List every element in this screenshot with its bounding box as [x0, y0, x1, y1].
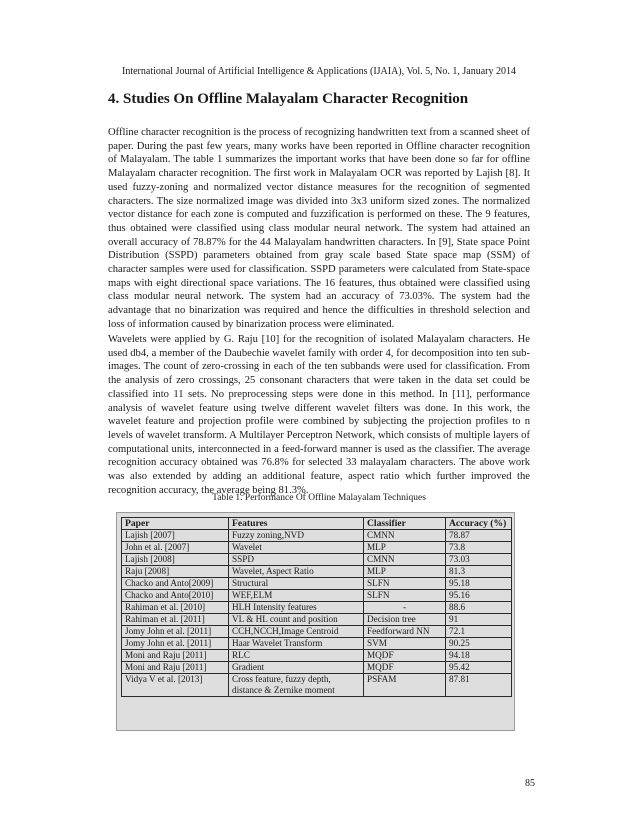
- cell-classifier: MQDF: [364, 662, 446, 674]
- cell-accuracy: 88.6: [446, 602, 512, 614]
- table-container: [116, 512, 515, 731]
- cell-features: RLC: [229, 650, 364, 662]
- table-row: [122, 542, 512, 554]
- section-heading: 4. Studies On Offline Malayalam Character Recognition: [108, 91, 469, 107]
- cell-accuracy: 87.81: [446, 674, 512, 697]
- cell-accuracy: 78.87: [446, 530, 512, 542]
- cell-accuracy: 95.42: [446, 662, 512, 674]
- table-row: [122, 590, 512, 602]
- cell-features: Wavelet: [229, 542, 364, 554]
- body-paragraph: Wavelets were applied by G. Raju [10] for the recognition of isolated Malayalam characters. He used db4, a member of the Daubechie wavelet family with order 4, for decomposition into ten sub-images. The count of zero-crossing in each of the ten subbands were used for classification. From the analysis of zero crossings, 25 consonant characters that were taken in the data set could be classified into 11 sets. No preprocessing steps were done in this method. In [11], performance analysis of wavelet feature using twelve different wavelet filters was done. In this work, the wavelet feature and projection profile were combined by subjecting the projection profiles to n levels of wavelet transform. A Multilayer Perceptron Network, which consists of multiple layers of computational units, interconnected in a feed-forward manner is used as the classifier. The average recognition accuracy obtained was 76.8% for selected 33 malayalam characters. The above work was also extended by adding an additional feature, aspect ratio which further improved the recognition accuracy, the average being 81.3%.: [108, 334, 530, 496]
- cell-paper: Rahiman et al. [2011]: [122, 614, 229, 626]
- column-header-features: Features: [229, 518, 364, 530]
- cell-features: WEF,ELM: [229, 590, 364, 602]
- cell-paper: Rahiman et al. [2010]: [122, 602, 229, 614]
- table-row: [122, 578, 512, 590]
- cell-classifier: -: [364, 602, 446, 614]
- cell-features: CCH,NCCH,Image Centroid: [229, 626, 364, 638]
- table-row: [122, 614, 512, 626]
- cell-features: HLH Intensity features: [229, 602, 364, 614]
- cell-accuracy: 73.03: [446, 554, 512, 566]
- performance-table: [121, 517, 512, 697]
- cell-accuracy: 73.8: [446, 542, 512, 554]
- table-row: [122, 674, 512, 697]
- cell-paper: Chacko and Anto[2010]: [122, 590, 229, 602]
- cell-classifier: CMNN: [364, 554, 446, 566]
- table-row: [122, 626, 512, 638]
- column-header-paper: Paper: [122, 518, 229, 530]
- table-row: [122, 602, 512, 614]
- cell-classifier: Decision tree: [364, 614, 446, 626]
- column-header-accuracy: Accuracy (%): [446, 518, 512, 530]
- table-row: [122, 530, 512, 542]
- cell-accuracy: 72.1: [446, 626, 512, 638]
- cell-paper: Lajish [2008]: [122, 554, 229, 566]
- cell-features: Structural: [229, 578, 364, 590]
- cell-paper: Jomy John et al. [2011]: [122, 626, 229, 638]
- cell-accuracy: 95.18: [446, 578, 512, 590]
- table-row: [122, 650, 512, 662]
- cell-classifier: Feedforward NN: [364, 626, 446, 638]
- cell-classifier: MQDF: [364, 650, 446, 662]
- cell-features: Cross feature, fuzzy depth, distance & Zernike moment: [229, 674, 364, 697]
- page-number: 85: [525, 778, 535, 789]
- table-caption: Table 1. Performance Of Offline Malayalam Techniques: [212, 493, 426, 503]
- cell-classifier: SVM: [364, 638, 446, 650]
- table-row: [122, 662, 512, 674]
- body-paragraph: Offline character recognition is the process of recognizing handwritten text from a scanned sheet of paper. During the past few years, many works have been reported in Offline character recognition of Malayalam. The table 1 summarizes the important works that have been done so far for offline Malayalam character recognition. The first work in Malayalam OCR was reported by Lajish [8]. It used fuzzy-zoning and normalized vector distance measures for the recognition of segmented characters. The size normalized image was divided into 3x3 uniform sized zones. The normalized vector distance for each zone is computed and fuzzification is performed on these. The 9 features, thus obtained were classified using class modular neural network. The system had attained an overall accuracy of 78.87% for the 44 Malayalam handwritten characters. In [9], State space Point Distribution (SSPD) parameters obtained from gray scale based State space map (SSM) of character samples were used for classification. SSPD parameters were calculated from State-space maps with eight directional space variations. The 16 features, thus obtained were classified using class modular neural network. The system had an accuracy of 73.03%. The system had the advantage that no binarization was required and hence the difficulties in threshold selection and loss of information caused by binarization process were eliminated.: [108, 127, 530, 330]
- cell-features: SSPD: [229, 554, 364, 566]
- cell-classifier: PSFAM: [364, 674, 446, 697]
- cell-classifier: MLP: [364, 566, 446, 578]
- cell-features: VL & HL count and position: [229, 614, 364, 626]
- cell-paper: Moni and Raju [2011]: [122, 650, 229, 662]
- cell-features: Gradient: [229, 662, 364, 674]
- cell-classifier: MLP: [364, 542, 446, 554]
- table-row: [122, 566, 512, 578]
- cell-classifier: SLFN: [364, 578, 446, 590]
- cell-classifier: SLFN: [364, 590, 446, 602]
- running-header: International Journal of Artificial Intelligence & Applications (IJAIA), Vol. 5, No. 1, January 2014: [122, 66, 516, 77]
- cell-accuracy: 90.25: [446, 638, 512, 650]
- cell-classifier: CMNN: [364, 530, 446, 542]
- cell-accuracy: 81.3: [446, 566, 512, 578]
- cell-paper: Moni and Raju [2011]: [122, 662, 229, 674]
- cell-accuracy: 95.16: [446, 590, 512, 602]
- cell-paper: Jomy John et al. [2011]: [122, 638, 229, 650]
- cell-accuracy: 91: [446, 614, 512, 626]
- cell-features: Fuzzy zoning,NVD: [229, 530, 364, 542]
- table-row: [122, 554, 512, 566]
- cell-paper: Raju [2008]: [122, 566, 229, 578]
- cell-paper: John et al. [2007]: [122, 542, 229, 554]
- cell-features: Haar Wavelet Transform: [229, 638, 364, 650]
- table-header-row: [122, 518, 512, 530]
- cell-accuracy: 94.18: [446, 650, 512, 662]
- table-row: [122, 638, 512, 650]
- cell-paper: Vidya V et al. [2013]: [122, 674, 229, 697]
- cell-features: Wavelet, Aspect Ratio: [229, 566, 364, 578]
- column-header-classifier: Classifier: [364, 518, 446, 530]
- cell-paper: Lajish [2007]: [122, 530, 229, 542]
- cell-paper: Chacko and Anto[2009]: [122, 578, 229, 590]
